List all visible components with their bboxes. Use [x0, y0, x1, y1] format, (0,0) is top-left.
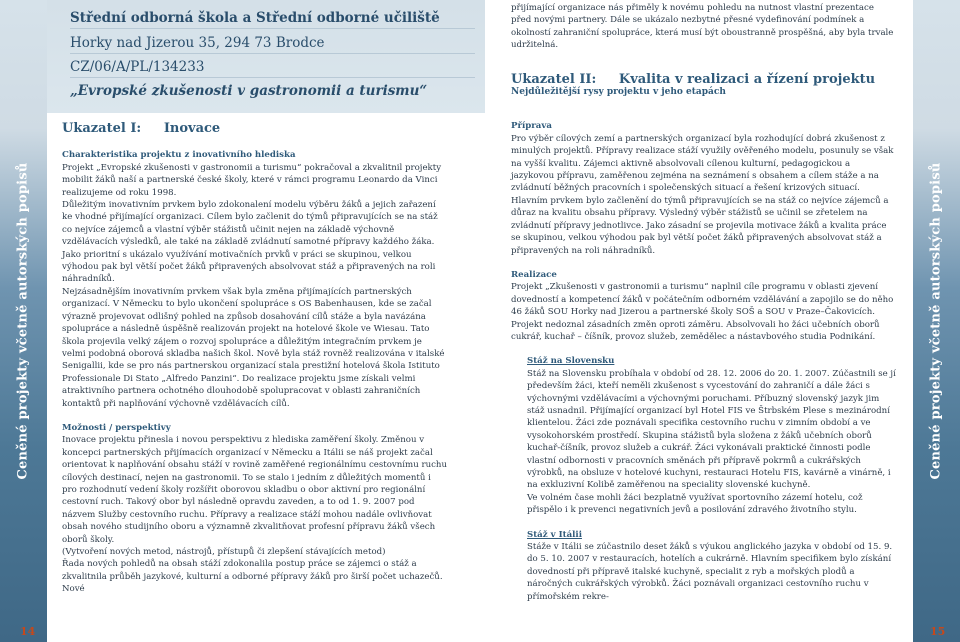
subheading-preparation: Příprava: [511, 121, 552, 132]
school-name: Střední odborná škola a Střední odborné učiliště: [70, 10, 440, 26]
subheading-characteristics: Charakteristika projektu z inovativního hlediska: [62, 150, 296, 161]
project-code: CZ/06/A/PL/134233: [70, 59, 205, 75]
right-column: [511, 2, 896, 603]
subheading-italy: Stáž v Itálii: [527, 529, 582, 540]
project-header: [47, 0, 485, 113]
left-column: [62, 123, 448, 596]
subheading-realization: Realizace: [511, 269, 557, 280]
paragraph: Stáže v Itálii se zúčastnilo deset žáků s výukou anglického jazyka v období od 15. 9. do 5. 10. 2007 v restauracích, hotelích a cukrárně. Hlavním specifikem bylo získání dovedností při přípravě italské kuchyně, specialit z ryb a mořských plodů a náročných cukrářských výrobků. Žáci poznávali organizaci cestovního ruchu v přímořském rekre-: [527, 542, 893, 602]
side-caption-left: Ceněné projekty včetně autorských popisů: [15, 162, 31, 480]
side-caption-right: Ceněné projekty včetně autorských popisů: [928, 162, 944, 480]
paragraph: Projekt „Zkušenosti v gastronomii a turismu“ naplnil cíle programu v oblasti zjevení dovedností a kompetencí žáků v počátečním odborném vzdělávání a zapojilo se do něho 46 žáků SOU Horky nad Jizerou a partnerské školy SOŠ a SOU v Praze–Čakovicích. Projekt nedoznal zásadních změn oproti záměru. Absolvovali ho žáci učebních oborů cukrář, kuchař – číšník, provoz služeb, zemědělec a nástavbového studia Podnikání.: [511, 282, 894, 342]
paragraph: Ve volném čase mohli žáci bezplatně využívat sportovního zázemí hotelu, což přispělo i k prevenci negativních jevů a posilování zdravého životního stylu.: [527, 492, 863, 516]
paragraph: přijímající organizace nás přiměly k novému pohledu na nutnost vlastní prezentace před novými partnery. Dále se ukázalo nezbytné přesné vydefinování podmínek a okolností zahraniční spolupráce, která musí být oboustranně prospěšná, aby byla trvale udržitelná.: [511, 3, 894, 51]
subheading-slovakia: Stáž na Slovensku: [527, 356, 615, 367]
paragraph: Inovace projektu přinesla i novou perspektivu z hlediska zaměření školy. Změnou v koncepci partnerských přijímacích organizací v Německu a Itálii se náš projekt začal orientovat k naplňování obsahu stáží v rovině zaměřené regionálnímu cestovnímu ruchu cílových destinací, nejen na gastronomii. To se stalo i jedním z důležitých momentů i pro rozhodnutí vedení školy rozšířit oborovou skladbu o obor aktivní pro regionální cestovní ruch. Takový obor byl následně opravdu zaveden, a to od 1. 9. 2007 pod názvem Služby cestovního ruchu. Přípravy a realizace stáží mohou nadále ovlivňovat obsah nového studijního oboru a významně zkvalitňovat profesní přípravu žáků všech oborů školy.: [62, 435, 447, 545]
divider: [70, 28, 475, 29]
divider: [70, 77, 475, 78]
right-side-strip: [913, 0, 960, 642]
subheading-perspectives: Možnosti / perspektivy: [62, 422, 171, 433]
school-address: Horky nad Jizerou 35, 294 73 Brodce: [70, 35, 325, 51]
page-number-left: 14: [20, 625, 36, 638]
section-title-1: Ukazatel I: Inovace: [62, 121, 221, 136]
paragraph: Nejzásadnějším inovativním prvkem však byla změna přijímajících partnerských organizací. V Německu to bylo ukončení spolupráce s OS Babenhausen, kde se začal výrazně projevovat odlišný pohled na způsob dosahování cílů stáže a byla navázána spolupráce a následně úspěšně realizován projekt na hotelové škole ve Wiesau. Tato škola projevila velký zájem o rozvoj spolupráce a důležitým integračním prvkem je velmi podobná oborová skladba našich škol. Nově byla stáž rovněž realizována v italské Senigallii, kde se pro nás partnerskou organizací stala prestižní hotelová škola Istituto Professionale Di Stato „Alfredo Panzini“. Do realizace projektu jsme získali velmi atraktivního partnera ochotného dlouhodobě spolupracovat v oblasti zahraničních kontaktů při naplňování výchovně vzdělávacích cílů.: [62, 286, 445, 409]
paragraph: Řada nových pohledů na obsah stáží zdokonalila postup práce se zájemci o stáž a zkvalitnila průběh jazykové, kulturní a odborné přípravy žáků pro širší počet uchazečů. Nové: [62, 559, 443, 595]
paragraph: Pro výběr cílových zemí a partnerských organizací byla rozhodující dobrá zkušenost z minulých projektů. Přípravy realizace stáží využily ověřeného modelu, posunuly se však na vyšší kvalitu. Zájemci aktivně absolvovali cílenou kulturní, pedagogickou a jazykovou přípravu, zaměřenou zejména na seznámení s obsahem a cílem stáže a na zvládnutí běžných pracovních i společenských situací a řešení krizových situací. Hlavním prvkem bylo začlenění do týmů připravujících se na stáž co nejvíce zájemců a důraz na kvalitu obsahu přípravy. Výsledný výběr stážistů se učinil se zřetelem na zvládnutí přípravy jednotlivce. Jako zásadní se projevila motivace žáků a kvalita práce se skupinou, velkou výhodou pak byl větší počet žáků připravených absolvovat stáž a připravených na roli náhradníků.: [511, 133, 894, 256]
project-name: „Evropské zkušenosti v gastronomii a turismu“: [70, 83, 428, 99]
paragraph: Důležitým inovativním prvkem bylo zdokonalení modelu výběru žáků a jejich zařazení ke vhodné přijímající organizaci. Cílem bylo začlenit do týmů připravujících se na stáž co nejvíce zájemců a vlastní výběr stážistů učinit nejen na základě výchovně vzdělávacích výsledků, ale také na základě zvládnutí samotné přípravy každého žáka. Jako prioritní s ukázalo využívání motivačních prvků v práci se skupinou, velkou výhodou pak byl větší počet žáků připravených absolvovat stáž a připravených na roli náhradníků.: [62, 200, 438, 285]
section-title-2: Ukazatel II: Kvalita v realizaci a řízení projektu: [511, 71, 876, 87]
slovakia-block: [511, 355, 896, 603]
divider: [70, 53, 475, 54]
page-number-right: 15: [930, 625, 946, 638]
left-side-strip: [0, 0, 47, 642]
paragraph: Stáž na Slovensku probíhala v období od 28. 12. 2006 do 20. 1. 2007. Zúčastnili se jí především žáci, kteří neměli zkušenost s vycestování do zahraničí a dále žáci s výchovnými vzdělávacími a výchovnými poruchami. Příbuzný slovenský jazyk jim stáž usnadnil. Přijímající organizací byl Hotel FIS ve Štrbském Plese s mezinárodní klientelou. Žáci zde poznávali specifika cestovního ruchu v zimním období a ve vysokohorském prostředí. Skupina stážistů byla složena z žáků učebních oborů kuchař-číšník, provoz služeb a cukrář. Žáci vykonávali praktické činnosti podle vlastní odbornosti v pracovních směnách při přípravě pokrmů a cukrářských výrobků, na obsluze v hotelové kuchyni, restauraci Hotelu FIS, kavárně a vinárně, i na exkluzivní Kolibě zaměřenou na speciality slovenské kuchyně.: [527, 368, 896, 491]
paragraph: Projekt „Evropské zkušenosti v gastronomii a turismu“ pokračoval a zkvalitnil projekty mobilit žáků naší a partnerské české školy, které v rámci programu Leonardo da Vinci realizujeme od roku 1998.: [62, 162, 442, 198]
paragraph: (Vytvoření nových metod, nástrojů, přístupů či zlepšení stávajících metod): [62, 547, 386, 557]
section-subtitle-2: Nejdůležitější rysy projektu v jeho etapách: [511, 87, 726, 98]
